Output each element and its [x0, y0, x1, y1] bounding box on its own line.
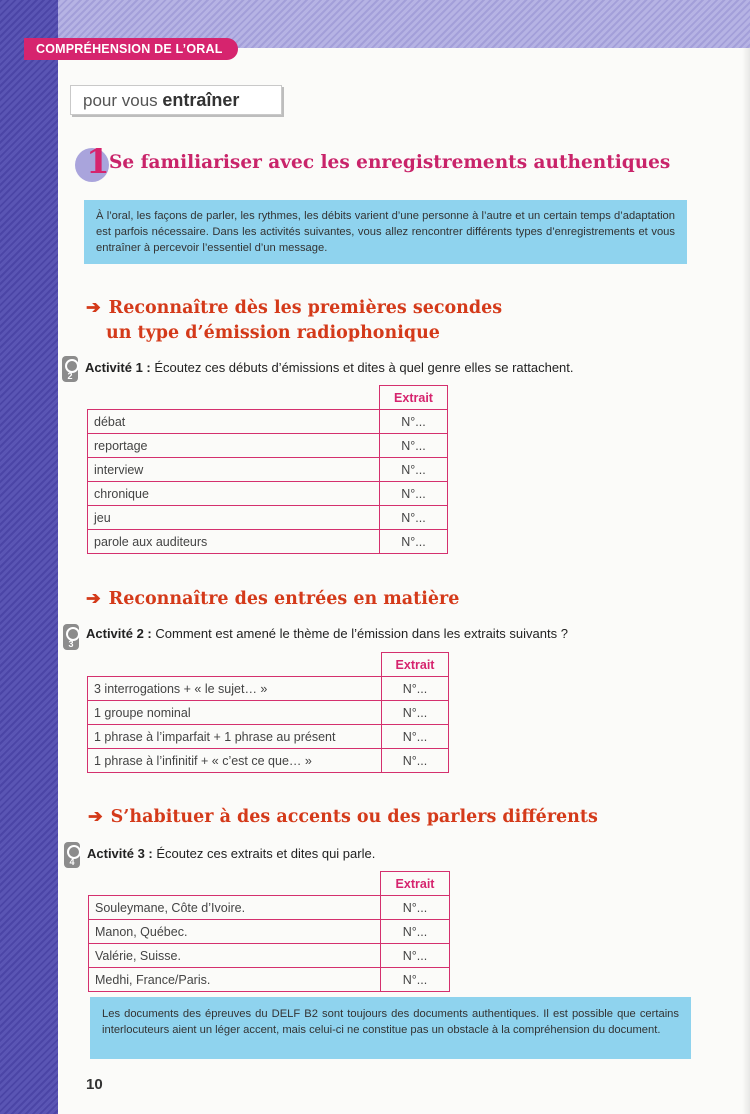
part2-title	[86, 587, 459, 612]
answer-cell[interactable]: N°...	[382, 677, 449, 701]
row-label: reportage	[88, 434, 380, 458]
answer-cell[interactable]: N°...	[380, 434, 448, 458]
table-row	[88, 458, 448, 482]
activity-2-label: Activité 2 :	[86, 626, 152, 641]
activity-2	[86, 625, 568, 643]
column-header: Extrait	[381, 872, 450, 896]
activity-3	[87, 845, 375, 863]
part1-title-line1: Reconnaître dès les premières secondes	[108, 298, 503, 318]
table-row	[89, 896, 450, 920]
table-row	[88, 701, 449, 725]
part3-title-line1: S’habituer à des accents ou des parlers différents	[110, 807, 598, 827]
activity-3-text: Écoutez ces extraits et dites qui parle.	[156, 846, 376, 861]
activity-1-table	[87, 385, 448, 554]
page-number: 10	[86, 1076, 103, 1093]
row-label: 1 phrase à l’infinitif + « c’est ce que… »	[88, 749, 382, 773]
entrainer-prefix: pour vous	[83, 91, 158, 110]
answer-cell[interactable]: N°...	[380, 458, 448, 482]
section-title: Se familiariser avec les enregistrements authentiques	[109, 152, 671, 173]
answer-cell[interactable]: N°...	[381, 920, 450, 944]
answer-cell[interactable]: N°...	[382, 725, 449, 749]
row-label: jeu	[88, 506, 380, 530]
answer-cell[interactable]: N°...	[380, 410, 448, 434]
answer-cell[interactable]: N°...	[381, 968, 450, 992]
activity-2-table	[87, 652, 449, 773]
column-header: Extrait	[382, 653, 449, 677]
audio-track-icon	[63, 624, 79, 650]
table-header-row	[89, 872, 450, 896]
track-number: 4	[69, 857, 75, 867]
table-row	[89, 920, 450, 944]
row-label: Medhi, France/Paris.	[89, 968, 381, 992]
activity-2-text: Comment est amené le thème de l’émission dans les extraits suivants ?	[155, 626, 568, 641]
row-label: 1 groupe nominal	[88, 701, 382, 725]
page-shadow	[742, 48, 750, 1114]
part1-title	[86, 296, 502, 321]
activity-3-table	[88, 871, 450, 992]
section-label: COMPRÉHENSION DE L’ORAL	[24, 38, 238, 60]
row-label: chronique	[88, 482, 380, 506]
row-label: 3 interrogations + « le sujet… »	[88, 677, 382, 701]
intro-box: À l’oral, les façons de parler, les rythmes, les débits varient d’une personne à l’autre et un certain temps d’adaptation est parfois nécessaire. Dans les activités suivantes, vous allez rencontrer différents types d’enregistrements et vous entraîner à percevoir l’essentiel d’un message.	[84, 200, 687, 264]
answer-cell[interactable]: N°...	[382, 701, 449, 725]
activity-3-label: Activité 3 :	[87, 846, 153, 861]
activity-1	[85, 359, 574, 377]
arrow-icon: ➔	[88, 807, 103, 827]
answer-cell[interactable]: N°...	[381, 896, 450, 920]
row-label: parole aux auditeurs	[88, 530, 380, 554]
answer-cell[interactable]: N°...	[380, 530, 448, 554]
table-row	[88, 410, 448, 434]
row-label: Manon, Québec.	[89, 920, 381, 944]
part1-title-line2: un type d’émission radiophonique	[106, 323, 440, 343]
activity-1-text: Écoutez ces débuts d’émissions et dites à quel genre elles se rattachent.	[154, 360, 574, 375]
answer-cell[interactable]: N°...	[381, 944, 450, 968]
row-label: débat	[88, 410, 380, 434]
part2-title-line1: Reconnaître des entrées en matière	[108, 589, 460, 609]
arrow-icon: ➔	[86, 589, 101, 609]
table-row	[89, 944, 450, 968]
table-header-row	[88, 653, 449, 677]
table-row	[88, 482, 448, 506]
table-row	[88, 677, 449, 701]
section-number: 1	[86, 142, 110, 182]
info-note: Les documents des épreuves du DELF B2 sont toujours des documents authentiques. Il est possible que certains interlocuteurs aient un léger accent, mais celui-ci ne constitue pas un obstacle à la compréhension du document.	[90, 997, 691, 1059]
column-header: Extrait	[380, 386, 448, 410]
book-spine	[0, 0, 58, 1114]
table-row	[88, 434, 448, 458]
answer-cell[interactable]: N°...	[380, 482, 448, 506]
row-label: interview	[88, 458, 380, 482]
row-label: Souleymane, Côte d’Ivoire.	[89, 896, 381, 920]
entrainer-box	[70, 85, 282, 115]
audio-track-icon	[62, 356, 78, 382]
table-row	[89, 968, 450, 992]
table-row	[88, 506, 448, 530]
part3-title	[88, 805, 598, 830]
table-header-row	[88, 386, 448, 410]
answer-cell[interactable]: N°...	[380, 506, 448, 530]
table-row	[88, 530, 448, 554]
activity-1-label: Activité 1 :	[85, 360, 151, 375]
table-row	[88, 749, 449, 773]
table-row	[88, 725, 449, 749]
row-label: 1 phrase à l’imparfait + 1 phrase au présent	[88, 725, 382, 749]
answer-cell[interactable]: N°...	[382, 749, 449, 773]
entrainer-word: entraîner	[162, 90, 240, 110]
track-number: 3	[68, 639, 74, 649]
row-label: Valérie, Suisse.	[89, 944, 381, 968]
arrow-icon: ➔	[86, 298, 101, 318]
audio-track-icon	[64, 842, 80, 868]
track-number: 2	[67, 371, 73, 381]
